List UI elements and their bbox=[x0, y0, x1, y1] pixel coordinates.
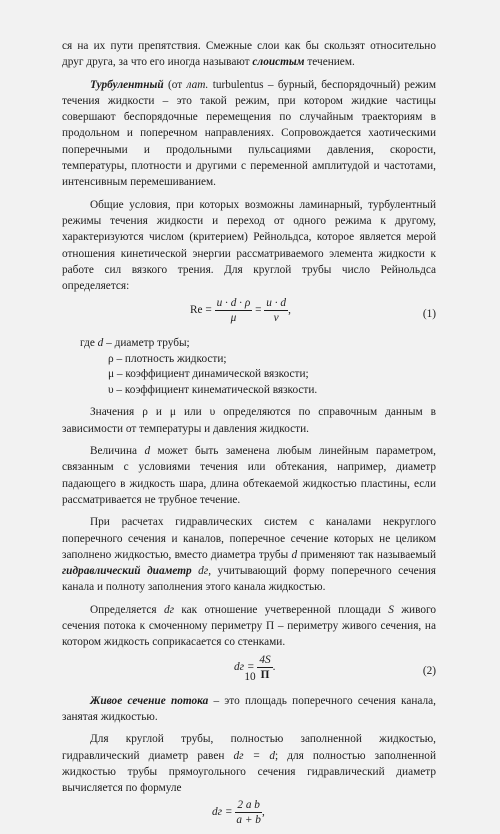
text: течением. bbox=[307, 56, 355, 69]
term-layered: слоистым bbox=[252, 56, 305, 69]
text: – это площадь поперечного сечения канала, занятая жидкостью. bbox=[62, 694, 437, 723]
text: – диаметр трубы; bbox=[106, 337, 190, 350]
denominator: ν bbox=[273, 312, 279, 325]
page-number: 10 bbox=[244, 671, 256, 683]
paragraph-round-pipe bbox=[62, 731, 436, 796]
paragraph-hydraulic-diameter bbox=[62, 514, 436, 595]
formula-rectangular bbox=[62, 798, 436, 834]
denominator: μ bbox=[230, 312, 237, 325]
paragraph-laminar-end bbox=[62, 38, 436, 71]
formula-number: (2) bbox=[422, 664, 436, 677]
symbol: d bbox=[97, 337, 104, 350]
latin-abbr: лат. bbox=[186, 78, 209, 91]
text: Для круглой трубы, полностью заполненной жидкостью, гидравлический диаметр равен bbox=[62, 733, 436, 762]
term-turbulent: Турбулентный bbox=[90, 78, 164, 91]
text: Величина bbox=[90, 445, 138, 458]
paragraph-live-section bbox=[62, 693, 436, 726]
paragraph-values bbox=[62, 404, 436, 437]
numerator: u · d bbox=[266, 297, 287, 310]
text: Определяется bbox=[90, 603, 157, 616]
formula-lhs: dг = bbox=[212, 806, 233, 819]
text: ся на их пути препятствия. Смежные слои как бы скользят относительно друг друга, за что его иногда называют bbox=[62, 40, 436, 69]
paragraph-turbulent bbox=[62, 77, 436, 191]
variable-list bbox=[62, 336, 436, 398]
text: где bbox=[80, 337, 95, 350]
formula-lhs: dг = bbox=[234, 660, 255, 673]
symbol: d bbox=[144, 445, 151, 458]
numerator: 4S bbox=[259, 653, 271, 666]
symbol: dг bbox=[163, 603, 175, 616]
punct: , bbox=[288, 304, 291, 317]
formula-number: (1) bbox=[422, 308, 436, 321]
formula-reynolds bbox=[62, 296, 436, 332]
variable-item bbox=[80, 336, 436, 352]
fraction bbox=[264, 296, 288, 325]
punct: , bbox=[261, 806, 265, 819]
denominator: a + b bbox=[236, 814, 261, 827]
variable-item: μ – коэффициент динамической вязкости; bbox=[108, 368, 309, 381]
text: ; для полностью заполненной жидкостью трубы прямоугольного сечения гидравлический диаметр вычисляется по формуле bbox=[62, 749, 437, 795]
text: учитывающий форму поперечного сечения канала и полноту заполнения этого канала жидкостью. bbox=[62, 565, 436, 594]
symbol: d bbox=[291, 548, 298, 561]
text: Значения ρ и μ или υ определяются по справочным данным в зависимости от температуры и давления жидкости. bbox=[62, 406, 436, 435]
denominator: П bbox=[260, 668, 270, 681]
text: может быть заменена любым линейным параметром, связанным с условиями течения или обтекания, например, диаметр падающего в жидкость шара, длина обтекаемой жидкостью пластины, если рассматривается не трубное течение. bbox=[62, 445, 436, 506]
punct: . bbox=[272, 660, 276, 673]
text: как отношение учетверенной площади bbox=[181, 603, 381, 616]
inline-formula: dг = d bbox=[233, 749, 275, 762]
formula-lhs: Re = bbox=[190, 304, 212, 317]
fraction bbox=[215, 296, 253, 325]
variable-item: υ – коэффициент кинематической вязкости. bbox=[108, 383, 318, 396]
numerator: u · d · ρ bbox=[216, 297, 251, 310]
variable-item: ρ – плотность жидкости; bbox=[108, 352, 227, 365]
text: turbulentus – бурный, беспорядочный) режим течения жидкости – это такой режим, при котором жидкие частицы совершают беспорядочные перемещения по случайным траекториям в продольном и поперечном направлениях. Сопровождается хаотическими поперечными и продольными пульсациями давления, скорости, температуры, плотности и другими с переменной амплитудой и частотами, интенсивным перемешиванием. bbox=[62, 78, 436, 189]
fraction bbox=[235, 798, 262, 827]
text: При расчетах гидравлических систем с каналами некруглого поперечного сечения и каналов, поперечное сечение которых не целиком заполнено жидкостью, вместо диаметра трубы bbox=[62, 516, 436, 561]
numerator: 2 a b bbox=[237, 799, 260, 812]
symbol: dг, bbox=[198, 565, 212, 578]
text: применяют так называемый bbox=[300, 548, 437, 561]
paragraph-definition bbox=[62, 602, 436, 651]
text: Общие условия, при которых возможны ламинарный, турбулентный режимы течения жидкости и переход от одного режима к другому, характеризуются числом (критерием) Рейнольдса, которое является мерой отношения кинетической энергии рассматриваемого элемента жидкости к работе сил вязкого трения. Для круглой трубы число Рейнольдса определяется: bbox=[62, 198, 436, 293]
text: (от bbox=[167, 78, 183, 91]
term-hydraulic-diameter: гидравлический диаметр bbox=[62, 565, 192, 578]
term-live-section: Живое сечение потока bbox=[90, 694, 209, 707]
symbol: S bbox=[388, 603, 394, 616]
text: живого сечения потока к смоченному периметру П – периметру живого сечения, на котором жидкость соприкасается со стенками. bbox=[62, 603, 437, 649]
paragraph-d-value bbox=[62, 443, 436, 508]
paragraph-reynolds bbox=[62, 197, 436, 295]
equals: = bbox=[255, 304, 262, 317]
